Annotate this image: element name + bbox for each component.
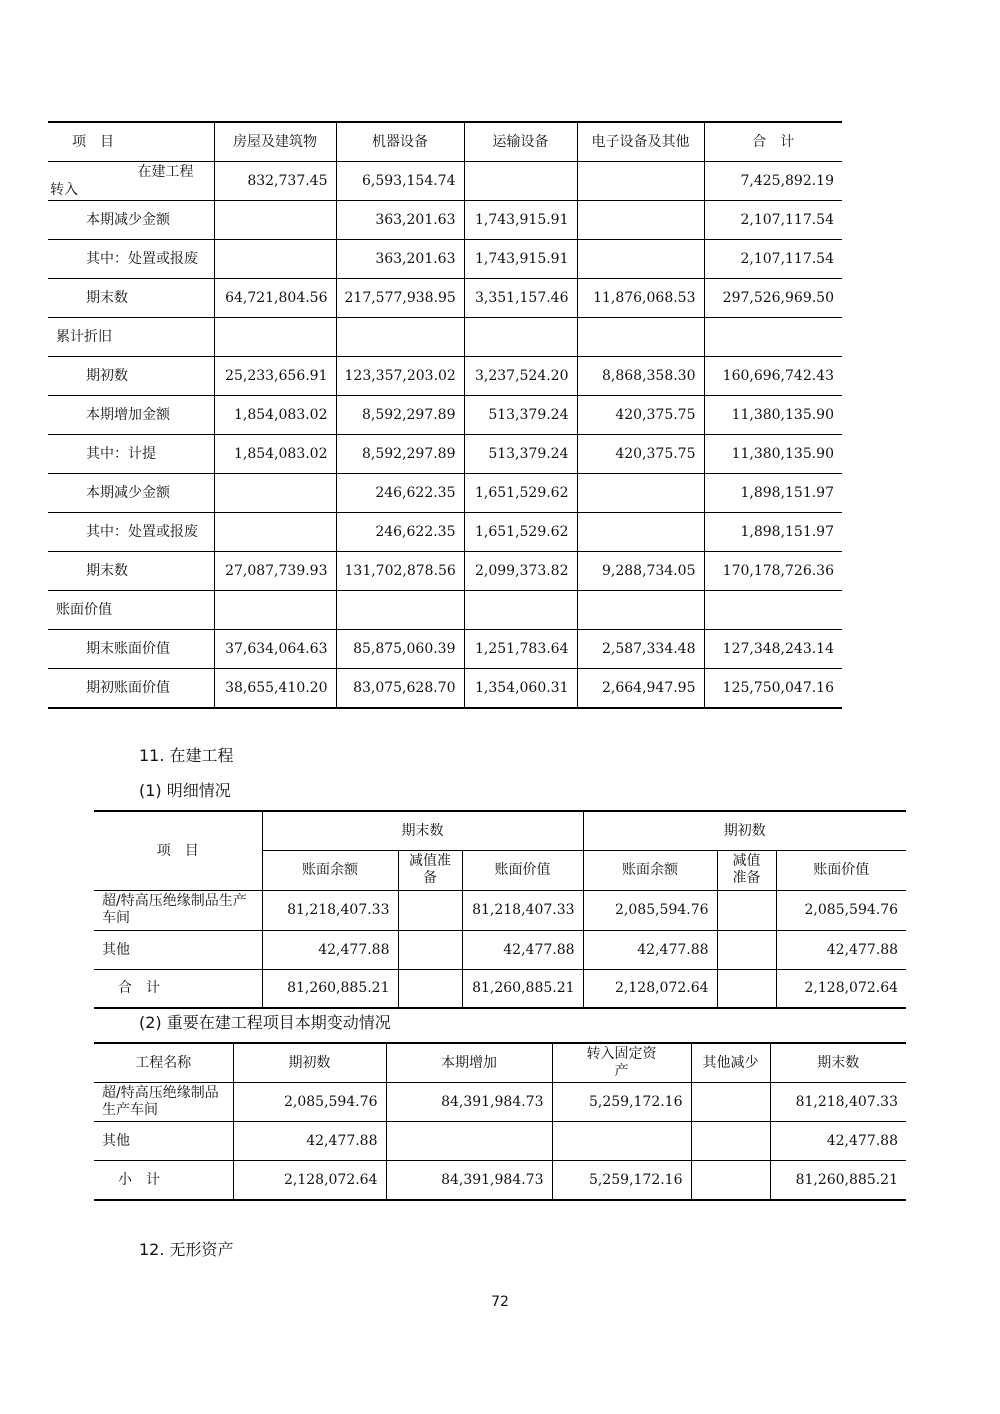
cell: 217,577,938.95 xyxy=(336,279,464,318)
cell: 513,379.24 xyxy=(464,435,577,474)
cell: 42,477.88 xyxy=(583,930,717,969)
header-project: 工程名称 xyxy=(94,1043,233,1083)
cell xyxy=(717,890,776,930)
cell: 1,251,783.64 xyxy=(464,630,577,669)
cell: 1,854,083.02 xyxy=(214,396,336,435)
cell: 8,868,358.30 xyxy=(577,357,704,396)
cell xyxy=(386,1122,552,1161)
row-label: 超/特高压绝缘制品生产车间 xyxy=(94,1083,233,1122)
cell xyxy=(398,890,462,930)
cell: 8,592,297.89 xyxy=(336,435,464,474)
cell: 131,702,878.56 xyxy=(336,552,464,591)
construction-changes-table xyxy=(94,1042,906,1201)
table-row xyxy=(94,890,906,930)
cell xyxy=(577,513,704,552)
table-row xyxy=(48,669,842,709)
subheader: 账面价值 xyxy=(462,850,583,890)
cell: 2,664,947.95 xyxy=(577,669,704,709)
table-row xyxy=(48,357,842,396)
cell: 81,260,885.21 xyxy=(770,1161,906,1201)
table-row xyxy=(48,396,842,435)
row-label: 小 计 xyxy=(94,1161,233,1201)
table-header-row xyxy=(94,1043,906,1083)
header-group-begin: 期初数 xyxy=(583,811,906,850)
cell xyxy=(464,162,577,201)
table-row xyxy=(94,1161,906,1201)
header-group-end: 期末数 xyxy=(262,811,583,850)
cell: 420,375.75 xyxy=(577,396,704,435)
cell: 5,259,172.16 xyxy=(552,1083,691,1122)
cell: 11,380,135.90 xyxy=(704,435,842,474)
cell: 81,218,407.33 xyxy=(462,890,583,930)
table-row xyxy=(48,630,842,669)
row-label-line1: 在建工程 xyxy=(137,164,194,180)
cell: 420,375.75 xyxy=(577,435,704,474)
table-row xyxy=(48,279,842,318)
cell xyxy=(577,591,704,630)
cell xyxy=(577,474,704,513)
header-electronics: 电子设备及其他 xyxy=(577,122,704,162)
row-label: 本期增加金额 xyxy=(48,396,214,435)
subheader: 账面余额 xyxy=(583,850,717,890)
row-label xyxy=(48,162,214,201)
table-row xyxy=(48,201,842,240)
header-total: 合 计 xyxy=(704,122,842,162)
table-row xyxy=(94,930,906,969)
row-label: 期末数 xyxy=(48,552,214,591)
row-label: 其中：处置或报废 xyxy=(48,240,214,279)
table-header-row xyxy=(94,811,906,850)
cell xyxy=(577,318,704,357)
cell: 513,379.24 xyxy=(464,396,577,435)
cell: 42,477.88 xyxy=(462,930,583,969)
cell xyxy=(552,1122,691,1161)
subheader: 减值准备 xyxy=(717,850,776,890)
cell: 125,750,047.16 xyxy=(704,669,842,709)
cell: 37,634,064.63 xyxy=(214,630,336,669)
cell xyxy=(214,591,336,630)
cell: 2,128,072.64 xyxy=(233,1161,386,1201)
row-label: 超/特高压绝缘制品生产车间 xyxy=(94,890,262,930)
cell: 246,622.35 xyxy=(336,513,464,552)
cell: 7,425,892.19 xyxy=(704,162,842,201)
cell xyxy=(464,591,577,630)
header-buildings: 房屋及建筑物 xyxy=(214,122,336,162)
cell: 123,357,203.02 xyxy=(336,357,464,396)
cell xyxy=(214,474,336,513)
table-row xyxy=(94,1083,906,1122)
cell xyxy=(577,240,704,279)
row-label-line2: 转入 xyxy=(50,182,78,198)
table-row xyxy=(94,969,906,1008)
cell: 2,085,594.76 xyxy=(776,890,906,930)
table-row xyxy=(48,513,842,552)
cell xyxy=(214,201,336,240)
row-label: 其他 xyxy=(94,930,262,969)
cell: 85,875,060.39 xyxy=(336,630,464,669)
cell xyxy=(577,162,704,201)
cell: 363,201.63 xyxy=(336,201,464,240)
cell: 1,743,915.91 xyxy=(464,240,577,279)
row-label: 期初数 xyxy=(48,357,214,396)
cell xyxy=(214,318,336,357)
fixed-assets-table xyxy=(48,121,842,709)
section-11-sub1: (1) 明细情况 xyxy=(139,781,231,800)
cell: 127,348,243.14 xyxy=(704,630,842,669)
header-begin: 期初数 xyxy=(233,1043,386,1083)
header-transport: 运输设备 xyxy=(464,122,577,162)
page-number: 72 xyxy=(491,1294,509,1310)
header-increase: 本期增加 xyxy=(386,1043,552,1083)
row-label: 其他 xyxy=(94,1122,233,1161)
cell: 9,288,734.05 xyxy=(577,552,704,591)
cell xyxy=(691,1083,770,1122)
cell: 81,218,407.33 xyxy=(770,1083,906,1122)
cell: 42,477.88 xyxy=(233,1122,386,1161)
section-label: 累计折旧 xyxy=(48,318,214,357)
cell xyxy=(464,318,577,357)
subheader: 账面余额 xyxy=(262,850,398,890)
row-label: 合 计 xyxy=(94,969,262,1008)
cell: 2,128,072.64 xyxy=(776,969,906,1008)
table-row xyxy=(48,162,842,201)
cell: 170,178,726.36 xyxy=(704,552,842,591)
table-row xyxy=(94,1122,906,1161)
cell: 83,075,628.70 xyxy=(336,669,464,709)
cell: 25,233,656.91 xyxy=(214,357,336,396)
cell: 3,237,524.20 xyxy=(464,357,577,396)
header-machinery: 机器设备 xyxy=(336,122,464,162)
cell: 1,898,151.97 xyxy=(704,474,842,513)
cell: 2,587,334.48 xyxy=(577,630,704,669)
cell: 2,085,594.76 xyxy=(583,890,717,930)
header-end: 期末数 xyxy=(770,1043,906,1083)
subheader: 减值准备 xyxy=(398,850,462,890)
section-11-title: 11. 在建工程 xyxy=(139,746,234,765)
cell xyxy=(704,591,842,630)
subheader: 账面价值 xyxy=(776,850,906,890)
cell: 1,354,060.31 xyxy=(464,669,577,709)
cell: 1,651,529.62 xyxy=(464,513,577,552)
cell xyxy=(214,513,336,552)
cell: 2,128,072.64 xyxy=(583,969,717,1008)
cell: 2,085,594.76 xyxy=(233,1083,386,1122)
cell: 42,477.88 xyxy=(262,930,398,969)
row-label: 其中：计提 xyxy=(48,435,214,474)
cell: 27,087,739.93 xyxy=(214,552,336,591)
table-section-row xyxy=(48,318,842,357)
table-section-row xyxy=(48,591,842,630)
header-transfer: 转入固定资产 xyxy=(552,1043,691,1083)
cell: 246,622.35 xyxy=(336,474,464,513)
cell xyxy=(336,318,464,357)
cell: 42,477.88 xyxy=(776,930,906,969)
cell: 84,391,984.73 xyxy=(386,1161,552,1201)
cell xyxy=(336,591,464,630)
cell: 64,721,804.56 xyxy=(214,279,336,318)
cell: 1,854,083.02 xyxy=(214,435,336,474)
table-header-row xyxy=(48,122,842,162)
section-12-title: 12. 无形资产 xyxy=(139,1240,234,1259)
cell: 3,351,157.46 xyxy=(464,279,577,318)
cell: 1,898,151.97 xyxy=(704,513,842,552)
cell: 42,477.88 xyxy=(770,1122,906,1161)
cell xyxy=(704,318,842,357)
cell xyxy=(691,1161,770,1201)
cell: 8,592,297.89 xyxy=(336,396,464,435)
cell xyxy=(717,969,776,1008)
cell: 81,218,407.33 xyxy=(262,890,398,930)
construction-detail-table xyxy=(94,810,906,1009)
cell: 11,876,068.53 xyxy=(577,279,704,318)
cell: 363,201.63 xyxy=(336,240,464,279)
cell xyxy=(214,240,336,279)
cell: 38,655,410.20 xyxy=(214,669,336,709)
section-label: 账面价值 xyxy=(48,591,214,630)
cell: 84,391,984.73 xyxy=(386,1083,552,1122)
cell: 2,099,373.82 xyxy=(464,552,577,591)
cell: 6,593,154.74 xyxy=(336,162,464,201)
table-row xyxy=(48,240,842,279)
cell: 297,526,969.50 xyxy=(704,279,842,318)
table-row xyxy=(48,474,842,513)
row-label: 期末数 xyxy=(48,279,214,318)
cell: 2,107,117.54 xyxy=(704,240,842,279)
row-label: 本期减少金额 xyxy=(48,474,214,513)
row-label: 本期减少金额 xyxy=(48,201,214,240)
header-item: 项 目 xyxy=(94,811,262,890)
cell: 1,743,915.91 xyxy=(464,201,577,240)
row-label: 期末账面价值 xyxy=(48,630,214,669)
cell: 81,260,885.21 xyxy=(462,969,583,1008)
header-item: 项 目 xyxy=(48,122,214,162)
header-other-decrease: 其他减少 xyxy=(691,1043,770,1083)
cell: 160,696,742.43 xyxy=(704,357,842,396)
cell xyxy=(577,201,704,240)
cell: 1,651,529.62 xyxy=(464,474,577,513)
row-label: 其中：处置或报废 xyxy=(48,513,214,552)
cell: 5,259,172.16 xyxy=(552,1161,691,1201)
table-row xyxy=(48,552,842,591)
cell: 832,737.45 xyxy=(214,162,336,201)
cell xyxy=(398,930,462,969)
row-label: 期初账面价值 xyxy=(48,669,214,709)
cell xyxy=(717,930,776,969)
cell xyxy=(691,1122,770,1161)
cell xyxy=(398,969,462,1008)
table-row xyxy=(48,435,842,474)
cell: 81,260,885.21 xyxy=(262,969,398,1008)
cell: 11,380,135.90 xyxy=(704,396,842,435)
cell: 2,107,117.54 xyxy=(704,201,842,240)
section-11-sub2: (2) 重要在建工程项目本期变动情况 xyxy=(139,1013,391,1032)
